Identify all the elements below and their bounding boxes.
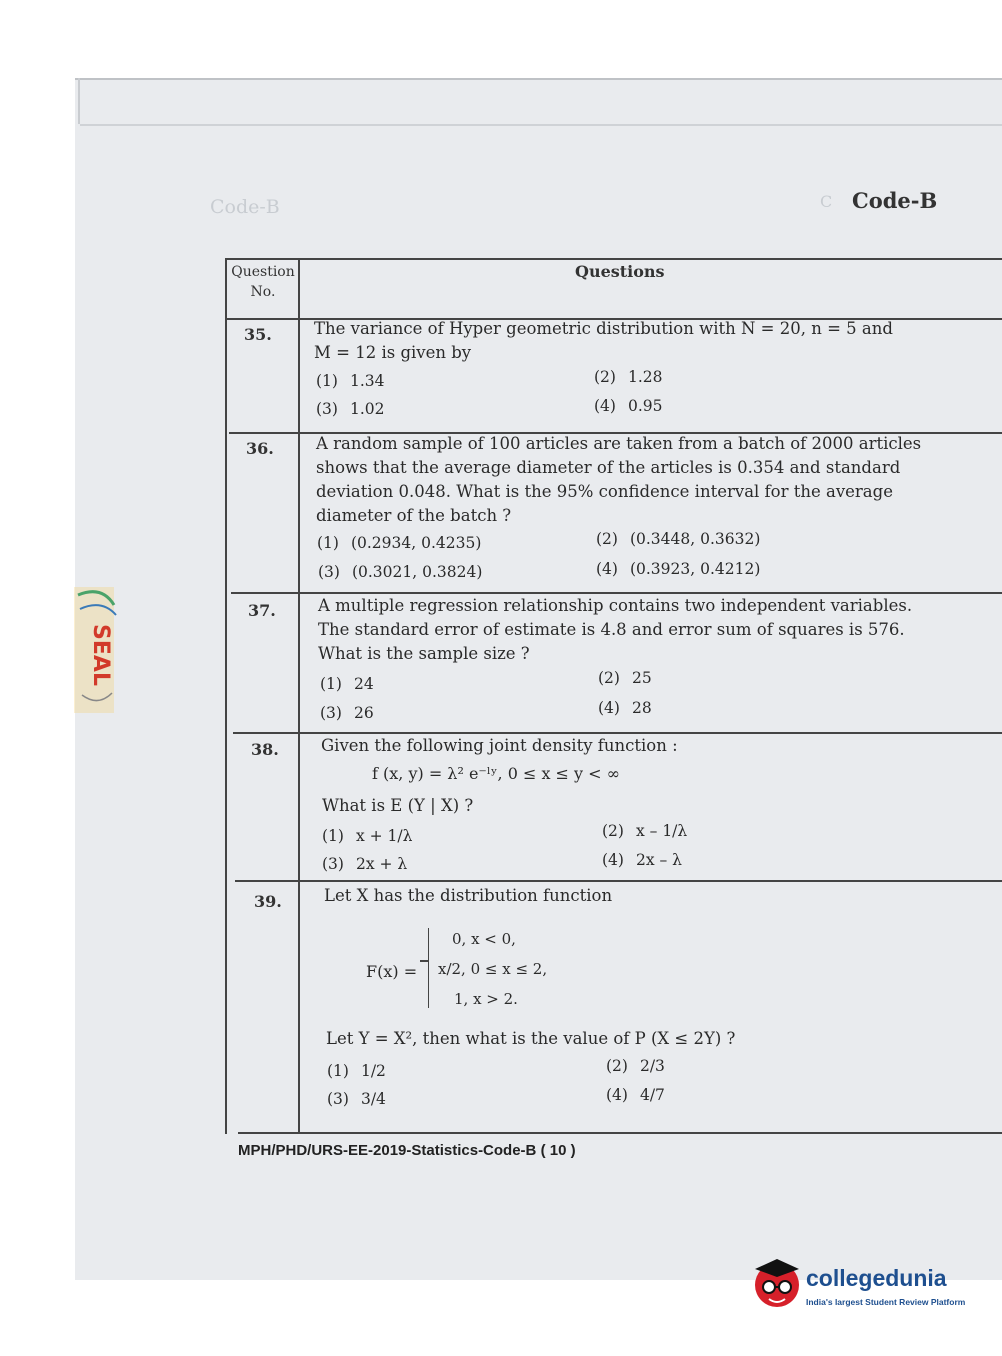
option: (4) 2x – λ [602, 851, 682, 869]
option: (2) 2/3 [606, 1057, 665, 1075]
question-prompt: Let Y = X², then what is the value of P (X ≤ 2Y) ? [326, 1029, 736, 1048]
cdf-case: x/2, 0 ≤ x ≤ 2, [438, 960, 548, 978]
option: (3) 2x + λ [322, 855, 408, 873]
option: (2) x – 1/λ [602, 822, 688, 840]
cdf-label: F(x) = [366, 962, 418, 981]
seal-stamp [72, 585, 118, 715]
table-top-border [225, 258, 1002, 260]
option: (1) x + 1/λ [322, 827, 413, 845]
option: (2) 25 [598, 669, 652, 687]
question-number: 39. [254, 892, 282, 911]
brand-tagline: India's largest Student Review Platform [806, 1297, 966, 1307]
option: (4) 4/7 [606, 1086, 665, 1104]
cdf-case: 1, x > 2. [454, 990, 518, 1008]
page-footer [238, 1142, 576, 1159]
question-prompt: What is E (Y | X) ? [322, 796, 474, 815]
joint-density-formula: f (x, y) = λ² e⁻ˡʸ, 0 ≤ x ≤ y < ∞ [372, 764, 620, 783]
option: (1) 1.34 [316, 372, 385, 390]
table-bottom-border [238, 1132, 1002, 1134]
page-code-header: Code-B [852, 188, 938, 213]
option: (3) 3/4 [327, 1090, 386, 1108]
column-header-questions: Questions [575, 262, 665, 281]
column-divider [298, 258, 300, 1134]
question-number: 35. [244, 325, 272, 344]
option: (4) 28 [598, 699, 652, 717]
option: (4) (0.3923, 0.4212) [596, 560, 761, 578]
row-divider [235, 880, 1002, 882]
question-number: 38. [251, 740, 279, 759]
scan-left-edge [78, 78, 80, 124]
cdf-brace-point [420, 960, 428, 962]
option: (3) (0.3021, 0.3824) [318, 563, 483, 581]
question-text: Let X has the distribution function [324, 886, 613, 905]
option: (1) 1/2 [327, 1062, 386, 1080]
question-text: Given the following joint density function : [321, 736, 678, 755]
option: (3) 1.02 [316, 400, 385, 418]
seal-text: SEAL [88, 624, 113, 686]
option: (1) (0.2934, 0.4235) [317, 534, 482, 552]
option: (2) (0.3448, 0.3632) [596, 530, 761, 548]
question-number: 36. [246, 439, 274, 458]
question-number: 37. [248, 601, 276, 620]
page-number: ( 10 ) [540, 1142, 576, 1159]
scan-top-edge [80, 124, 1002, 126]
cdf-case: 0, x < 0, [452, 930, 516, 948]
table-left-border [225, 258, 227, 1134]
exam-code: MPH/PHD/URS-EE-2019-Statistics-Code-B [238, 1142, 537, 1159]
option: (1) 24 [320, 675, 374, 693]
bleed-through-text: Code-B [210, 196, 280, 218]
question-text: The variance of Hyper geometric distribution with N = 20, n = 5 and M = 12 is given by [314, 319, 893, 362]
option: (4) 0.95 [594, 397, 663, 415]
option: (3) 26 [320, 704, 374, 722]
bleed-through-text: C [820, 192, 833, 211]
question-text: A random sample of 100 articles are taken from a batch of 2000 articles shows that the average diameter of the articles is 0.354 and standard deviation 0.048. What is the 95% confidence interval for the average diameter of the batch ? [316, 434, 922, 525]
option: (2) 1.28 [594, 368, 663, 386]
question-text: A multiple regression relationship contains two independent variables. The standard error of estimate is 4.8 and error sum of squares is 576. What is the sample size ? [318, 596, 913, 663]
brand-name: collegedunia [806, 1265, 947, 1291]
column-header-question-no: Question No. [231, 264, 295, 300]
